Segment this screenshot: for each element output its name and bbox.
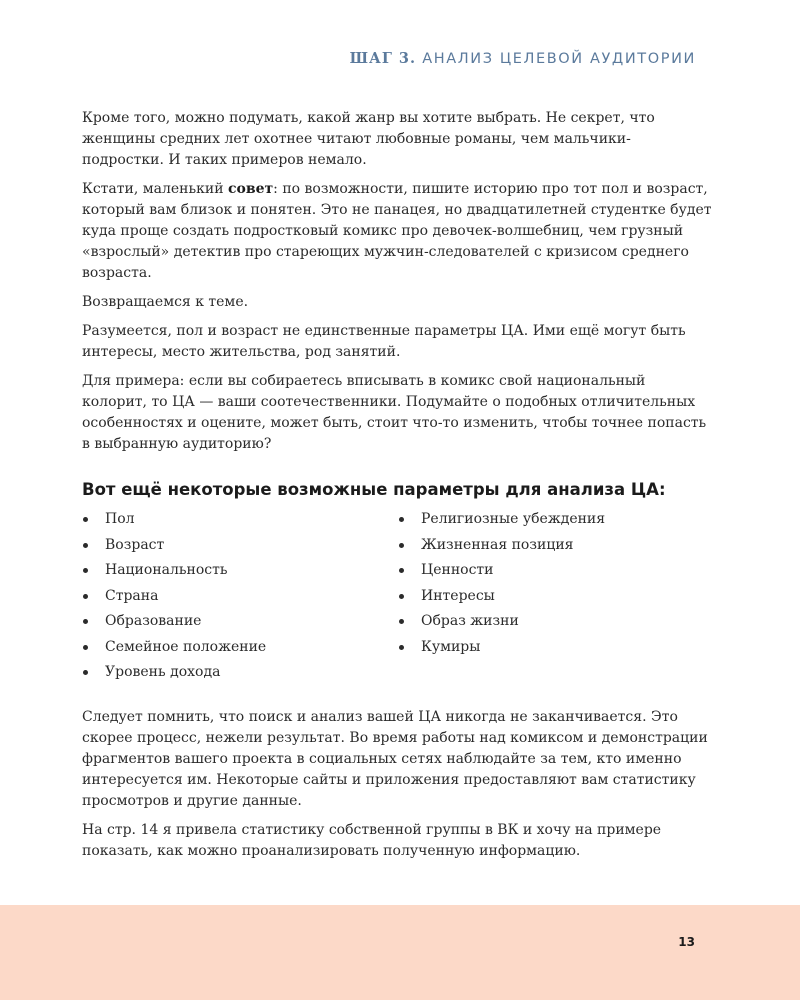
paragraph-statistics: На стр. 14 я привела статистику собственной группы в ВК и хочу на примере показать, как можно проанализировать полученную информацию. <box>82 821 662 859</box>
paragraph-return: Возвращаемся к теме. <box>82 294 249 310</box>
page-number: 13 <box>678 935 695 949</box>
list-item: Образование <box>82 612 398 638</box>
params-list-left <box>82 510 398 689</box>
params-list-right <box>398 510 605 689</box>
list-item: Пол <box>82 510 398 536</box>
header-title: АНАЛИЗ ЦЕЛЕВОЙ АУДИТОРИИ <box>422 51 696 67</box>
list-item: Религиозные убеждения <box>398 510 605 536</box>
list-item: Страна <box>82 587 398 613</box>
list-item: Национальность <box>82 561 398 587</box>
footer-band <box>0 905 800 1000</box>
params-lists <box>82 510 712 689</box>
list-item: Интересы <box>398 587 605 613</box>
page-content <box>82 108 712 870</box>
advice-intro: Кстати, маленький <box>82 181 228 197</box>
list-item: Жизненная позиция <box>398 536 605 562</box>
advice-bold-word: совет <box>227 181 274 197</box>
paragraph-advice <box>82 179 712 284</box>
closing-section <box>82 707 712 862</box>
list-item: Возраст <box>82 536 398 562</box>
advice-text: : по возможности, пишите историю про тот пол и возраст, который вам близок и понятен. Это не панацея, но двадцатилетней студентке будет куда проще создать подростковый комикс про девочек-волшебниц, чем грузный «взрослый» детектив про стареющих мужчин-следователей с кризисом среднего возраста. <box>82 181 712 281</box>
paragraph-genre: Кроме того, можно подумать, какой жанр вы хотите выбрать. Не секрет, что женщины средних лет охотнее читают любовные романы, чем мальчики-подростки. И таких примеров немало. <box>82 110 655 168</box>
params-heading: Вот ещё некоторые возможные параметры для анализа ЦА: <box>82 480 666 499</box>
list-item: Уровень дохода <box>82 663 398 689</box>
paragraph-parameters: Разумеется, пол и возраст не единственные параметры ЦА. Ими ещё могут быть интересы, место жительства, род занятий. <box>82 323 686 360</box>
running-header <box>350 50 696 67</box>
header-step: ШАГ 3. <box>349 50 417 67</box>
paragraph-analysis: Следует помнить, что поиск и анализ вашей ЦА никогда не заканчивается. Это скорее процесс, нежели результат. Во время работы над комиксом и демонстрации фрагментов вашего проекта в социальных сетях наблюдайте за тем, кто именно интересуется им. Некоторые сайты и приложения предоставляют вам статистику просмотров и другие данные. <box>82 708 708 809</box>
list-item: Семейное положение <box>82 638 398 664</box>
paragraph-example: Для примера: если вы собираетесь вписывать в комикс свой национальный колорит, то ЦА — ваши соотечественники. Подумайте о подобных отличительных особенностях и оцените, может быть, стоит что-то изменить, чтобы точнее попасть в выбранную аудиторию? <box>82 373 707 452</box>
list-item: Образ жизни <box>398 612 605 638</box>
list-item: Кумиры <box>398 638 605 664</box>
list-item: Ценности <box>398 561 605 587</box>
